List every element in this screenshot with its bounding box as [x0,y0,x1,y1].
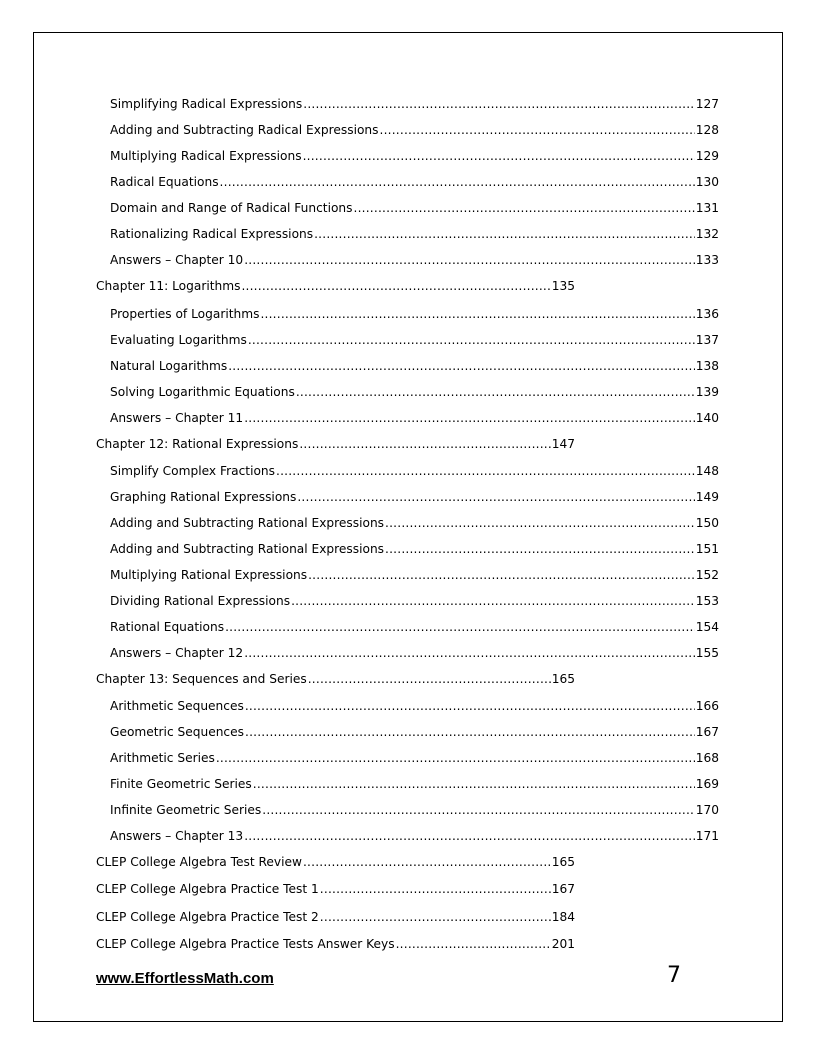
toc-entry[interactable] [110,96,719,112]
dot-leader [299,436,550,452]
toc-entry-title: Solving Logarithmic Equations [110,385,295,399]
dot-leader [228,358,695,374]
toc-entry-title: Arithmetic Series [110,751,215,765]
dot-leader [297,489,694,505]
toc-entry-page: 168 [695,751,719,765]
dot-leader [244,252,695,268]
toc-entry-title: Chapter 12: Rational Expressions [96,437,299,451]
toc-entry-page: 150 [695,516,719,530]
dot-leader [253,776,695,792]
toc-entry[interactable] [110,332,719,348]
dot-leader [396,936,551,952]
toc-entry[interactable] [110,122,719,138]
toc-entry-page: 149 [695,490,719,504]
dot-leader [244,410,695,426]
toc-entry-title: Evaluating Logarithms [110,333,247,347]
dot-leader [385,515,695,531]
toc-entry-page: 138 [695,359,719,373]
toc-entry-page: 171 [695,829,719,843]
toc-entry[interactable] [110,593,719,609]
toc-entry-page: 167 [695,725,719,739]
toc-entry-page: 154 [695,620,719,634]
toc-entry-page: 184 [551,910,575,924]
toc-entry-title: Answers – Chapter 10 [110,253,244,267]
toc-entry-page: 133 [695,253,719,267]
toc-entry-title: CLEP College Algebra Practice Test 2 [96,910,319,924]
toc-entry-title: CLEP College Algebra Test Review [96,855,302,869]
dot-leader [303,854,551,870]
toc-entry-page: 166 [695,699,719,713]
toc-entry-title: Adding and Subtracting Rational Expressions [110,542,385,556]
toc-entry-page: 139 [695,385,719,399]
toc-entry-page: 169 [695,777,719,791]
toc-entry-page: 128 [695,123,719,137]
toc-entry-title: Simplifying Radical Expressions [110,97,303,111]
toc-entry-page: 140 [695,411,719,425]
toc-entry-page: 135 [551,279,575,293]
toc-entry-page: 137 [695,333,719,347]
toc-entry[interactable] [110,252,719,268]
dot-leader [220,174,695,190]
dot-leader [244,645,695,661]
toc-entry[interactable] [96,671,575,687]
toc-entry-title: Chapter 11: Logarithms [96,279,241,293]
toc-entry[interactable] [110,645,719,661]
dot-leader [216,750,695,766]
toc-entry[interactable] [110,358,719,374]
toc-entry-page: 127 [695,97,719,111]
dot-leader [354,200,695,216]
dot-leader [276,463,695,479]
toc-entry-page: 201 [551,937,575,951]
toc-entry[interactable] [96,278,575,294]
toc-entry[interactable] [110,200,719,216]
toc-entry-title: Infinite Geometric Series [110,803,262,817]
toc-entry[interactable] [96,936,575,952]
toc-entry[interactable] [110,463,719,479]
toc-entry-title: Arithmetic Sequences [110,699,244,713]
toc-entry-title: Radical Equations [110,175,219,189]
toc-entry[interactable] [110,410,719,426]
toc-entry[interactable] [110,828,719,844]
toc-entry[interactable] [110,489,719,505]
dot-leader [303,148,695,164]
dot-leader [308,671,551,687]
toc-entry[interactable] [110,776,719,792]
dot-leader [225,619,695,635]
toc-entry-title: Natural Logarithms [110,359,228,373]
toc-entry[interactable] [110,567,719,583]
toc-entry-page: 155 [695,646,719,660]
toc-entry[interactable] [110,226,719,242]
dot-leader [308,567,695,583]
dot-leader [385,541,695,557]
toc-entry-title: Answers – Chapter 13 [110,829,244,843]
dot-leader [380,122,695,138]
dot-leader [303,96,694,112]
toc-entry-page: 167 [551,882,575,896]
toc-entry[interactable] [96,881,575,897]
toc-entry-title: Rational Equations [110,620,225,634]
toc-entry-page: 130 [695,175,719,189]
toc-entry-page: 165 [551,855,575,869]
website-link[interactable]: www.EffortlessMath.com [96,970,274,987]
toc-entry-title: Adding and Subtracting Radical Expressions [110,123,379,137]
toc-entry[interactable] [110,724,719,740]
dot-leader [245,698,695,714]
dot-leader [248,332,695,348]
dot-leader [320,881,551,897]
dot-leader [260,306,694,322]
toc-entry-title: Graphing Rational Expressions [110,490,297,504]
toc-entry[interactable] [110,541,719,557]
toc-entry-page: 131 [695,201,719,215]
toc-entry-page: 165 [551,672,575,686]
toc-entry-page: 152 [695,568,719,582]
toc-entry-title: Answers – Chapter 11 [110,411,244,425]
toc-entry[interactable] [110,750,719,766]
toc-entry-title: Answers – Chapter 12 [110,646,244,660]
toc-entry-title: CLEP College Algebra Practice Tests Answer Keys [96,937,395,951]
toc-entry[interactable] [96,854,575,870]
toc-entry-title: Domain and Range of Radical Functions [110,201,353,215]
toc-entry[interactable] [110,148,719,164]
toc-entry-page: 136 [695,307,719,321]
toc-entry[interactable] [110,515,719,531]
toc-entry-page: 147 [551,437,575,451]
toc-entry-title: Geometric Sequences [110,725,244,739]
toc-entry-title: CLEP College Algebra Practice Test 1 [96,882,319,896]
toc-entry[interactable] [110,802,719,818]
toc-entry[interactable] [96,436,575,452]
toc-entry-title: Multiplying Rational Expressions [110,568,308,582]
toc-entry[interactable] [110,384,719,400]
dot-leader [296,384,695,400]
toc-entry-title: Simplify Complex Fractions [110,464,275,478]
toc-entry-title: Multiplying Radical Expressions [110,149,302,163]
toc-entry-title: Finite Geometric Series [110,777,252,791]
dot-leader [262,802,694,818]
toc-entry-title: Adding and Subtracting Rational Expressions [110,516,385,530]
toc-entry-title: Chapter 13: Sequences and Series [96,672,307,686]
dot-leader [320,909,551,925]
page-number: 7 [667,963,681,988]
toc-entry-page: 153 [695,594,719,608]
toc-entry[interactable] [110,306,719,322]
dot-leader [291,593,695,609]
toc-entry[interactable] [110,174,719,190]
dot-leader [241,278,550,294]
toc-entry[interactable] [110,619,719,635]
dot-leader [244,828,695,844]
dot-leader [314,226,695,242]
toc-entry[interactable] [110,698,719,714]
toc-entry-page: 132 [695,227,719,241]
dot-leader [245,724,695,740]
toc-entry-title: Dividing Rational Expressions [110,594,291,608]
toc-entry-page: 129 [695,149,719,163]
toc-entry-page: 148 [695,464,719,478]
toc-entry-page: 151 [695,542,719,556]
toc-entry-title: Properties of Logarithms [110,307,260,321]
toc-entry-title: Rationalizing Radical Expressions [110,227,314,241]
toc-entry[interactable] [96,909,575,925]
toc-entry-page: 170 [695,803,719,817]
